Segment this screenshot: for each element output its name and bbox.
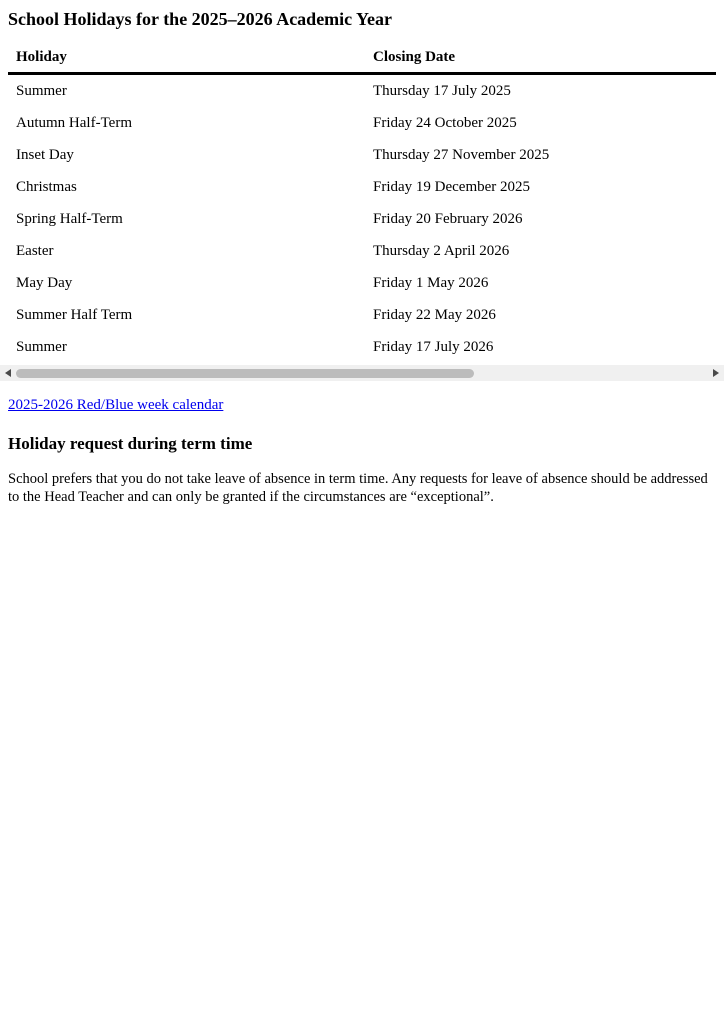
holiday-cell: Inset Day [16,146,74,163]
closing-date-cell: Friday 1 May 2026 [373,274,489,291]
holiday-cell: Christmas [16,178,77,195]
table-row [8,299,716,331]
closing-date-cell: Thursday 2 April 2026 [373,242,510,259]
scrollbar-left-arrow-icon[interactable] [0,365,16,381]
holiday-cell: Summer [16,338,67,355]
table-row [8,203,716,235]
table-row [8,267,716,299]
closing-date-cell: Thursday 27 November 2025 [373,146,550,163]
closing-date-cell: Friday 20 February 2026 [373,210,523,227]
table-row [8,171,716,203]
page-title: School Holidays for the 2025–2026 Academic Year [8,9,392,29]
closing-date-cell: Friday 17 July 2026 [373,338,494,355]
holiday-request-heading: Holiday request during term time [8,434,253,453]
scrollbar-right-arrow-icon[interactable] [708,365,724,381]
table-row [8,74,716,108]
holiday-cell: Spring Half-Term [16,210,123,227]
table-row [8,139,716,171]
closing-date-cell: Friday 19 December 2025 [373,178,531,195]
holiday-column-header: Holiday [8,44,365,74]
scrollbar-thumb[interactable] [16,369,474,378]
table-header-row [8,44,716,74]
holiday-cell: Summer Half Term [16,306,133,323]
closing-date-column-header: Closing Date [365,44,716,74]
closing-date-cell: Friday 22 May 2026 [373,306,496,323]
holiday-cell: Summer [16,82,67,99]
holiday-table [8,44,716,363]
table-row [8,331,716,363]
table-row [8,107,716,139]
red-blue-calendar-link[interactable]: 2025-2026 Red/Blue week calendar [8,397,224,413]
holiday-request-paragraph: School prefers that you do not take leave of absence in term time. Any requests for leave of absence should be addressed to the Head Teacher and can only be granted if the circumstances are “exceptional”. [8,471,708,505]
horizontal-scrollbar[interactable] [0,365,724,381]
closing-date-cell: Friday 24 October 2025 [373,114,517,131]
table-row [8,235,716,267]
holiday-table-container [0,44,724,381]
closing-date-cell: Thursday 17 July 2025 [373,82,511,99]
holiday-cell: Easter [16,242,54,259]
holiday-cell: May Day [16,274,73,291]
scrollbar-track[interactable] [16,365,708,381]
holiday-cell: Autumn Half-Term [16,114,133,131]
